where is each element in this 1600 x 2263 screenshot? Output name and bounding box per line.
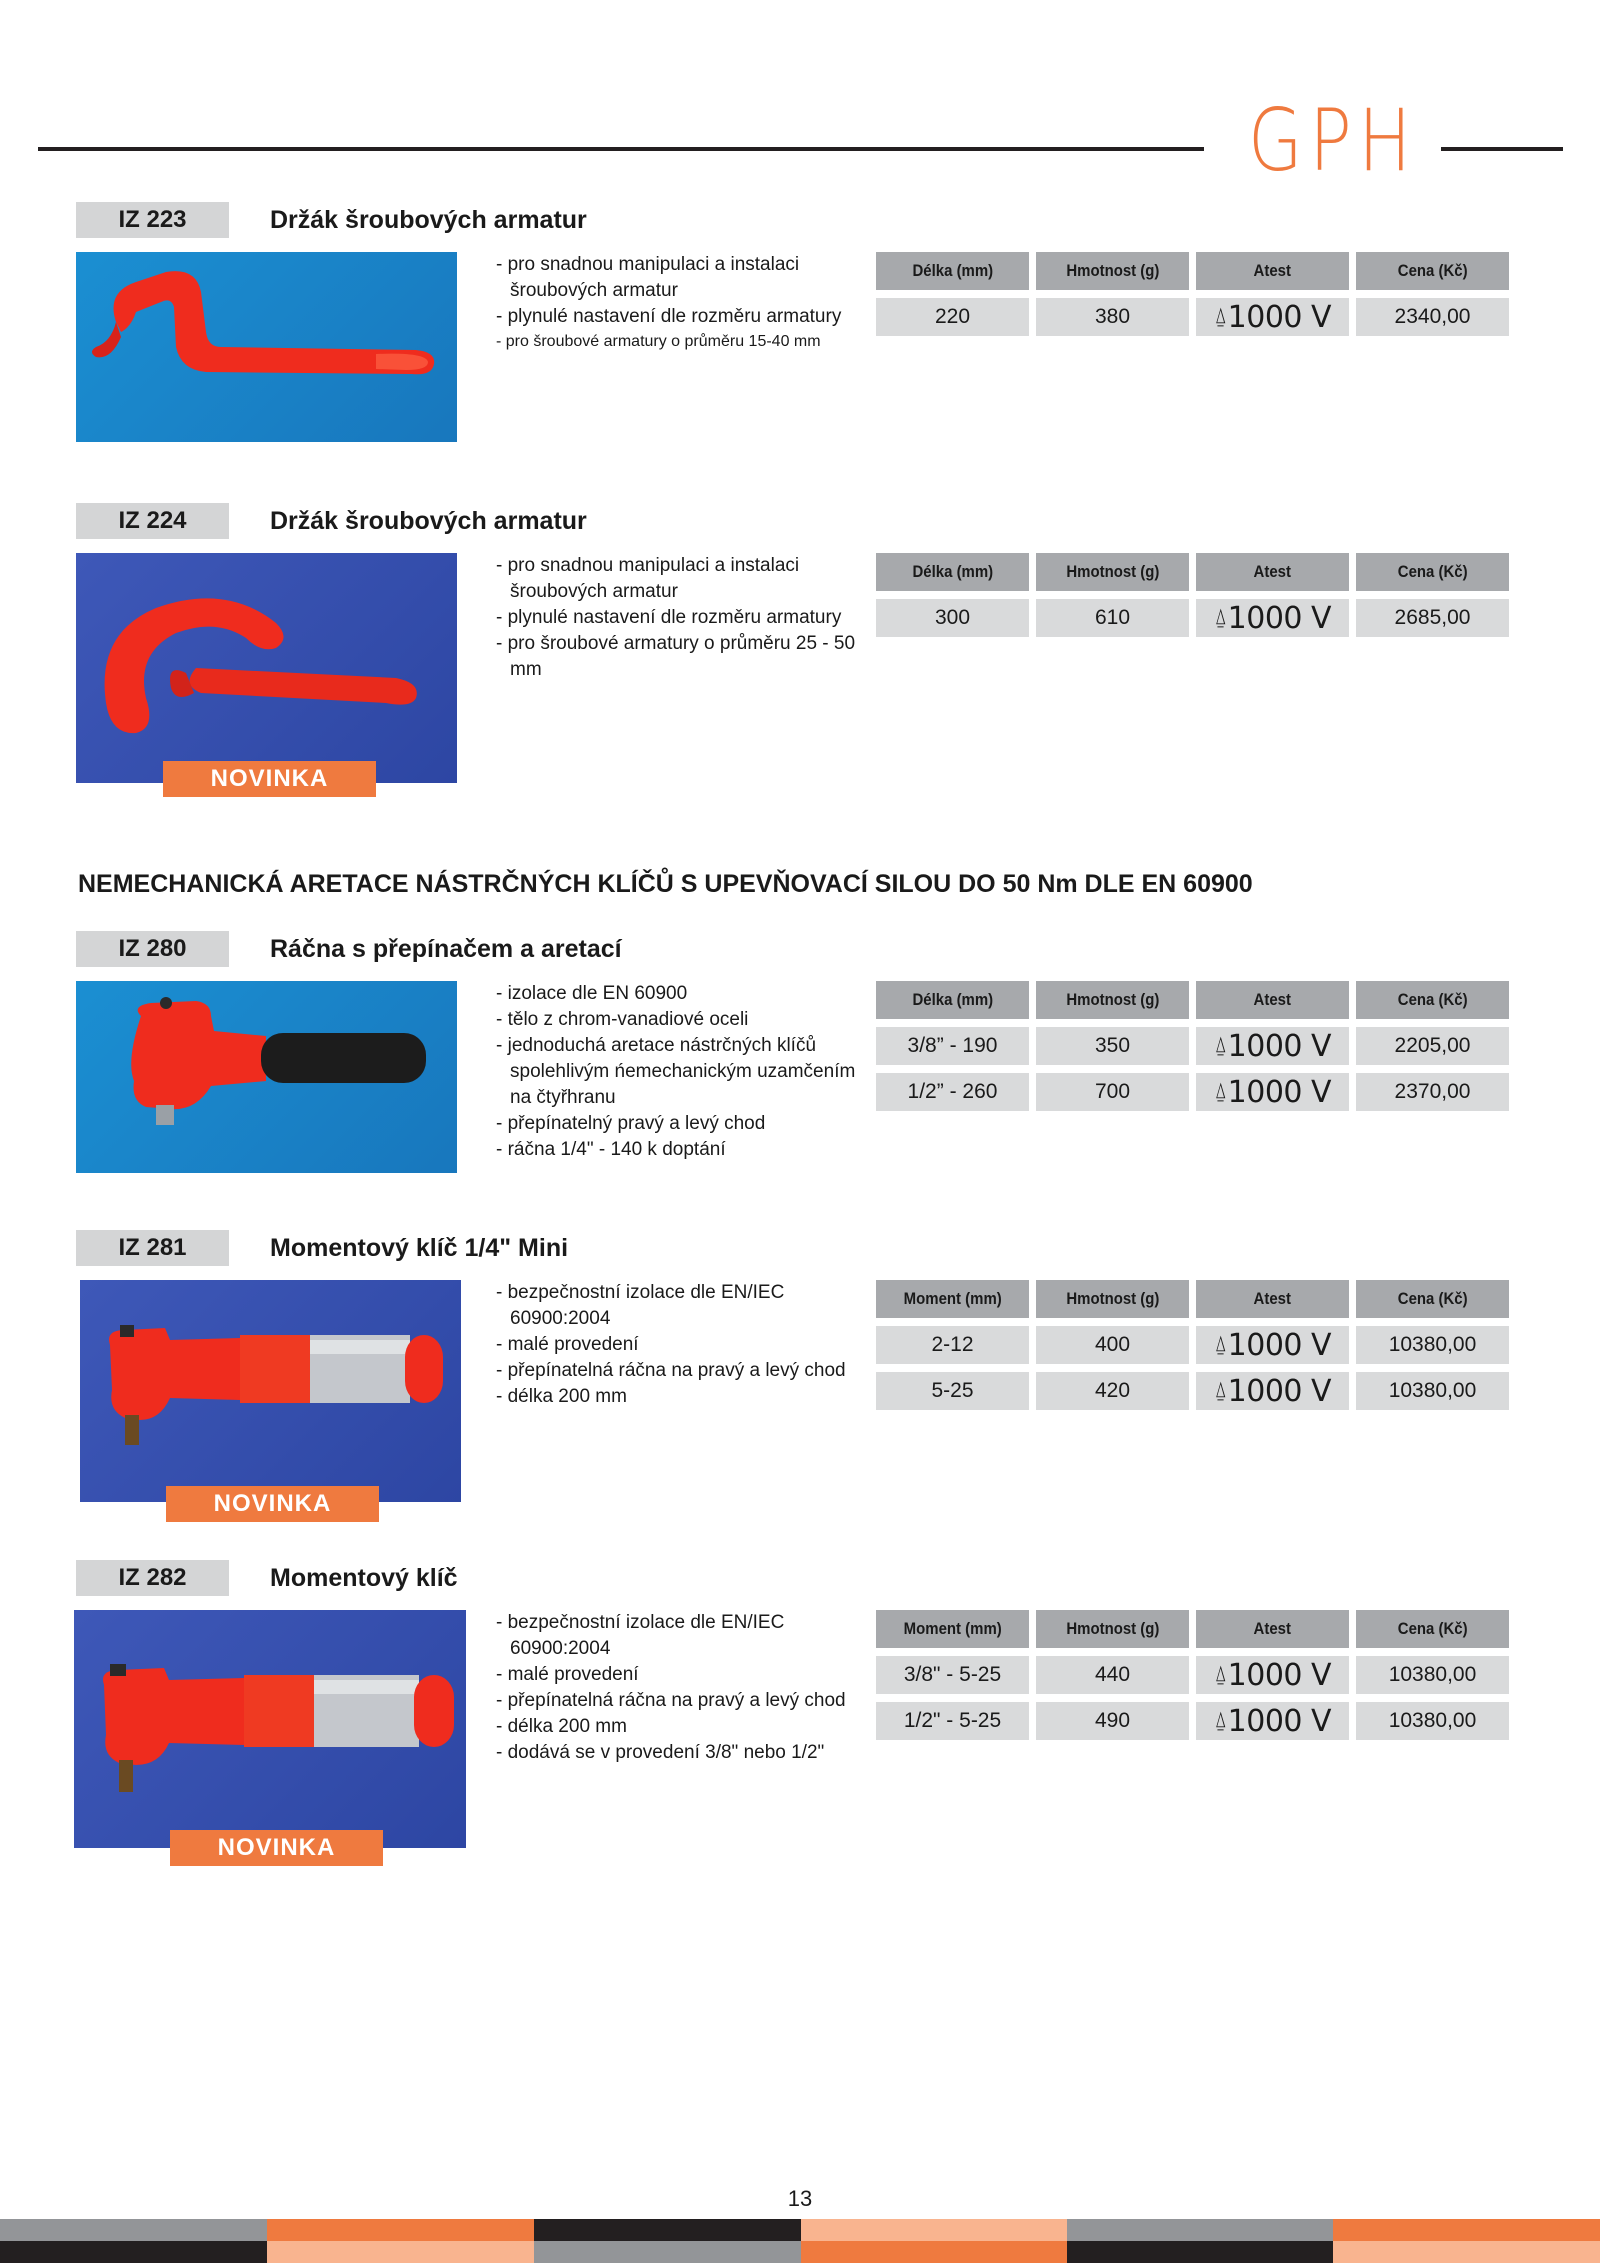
description-item: - malé provedení: [496, 1334, 639, 1355]
header-cell: Moment (mm): [876, 1280, 1029, 1318]
description-item: - přepínatelná ráčna na pravý a levý chod: [496, 1690, 846, 1711]
description-item: - přepínatelný pravý a levý chod: [496, 1113, 766, 1134]
insulation-triangle-icon: ⍙: [1213, 1662, 1227, 1687]
weight-cell: 610: [1036, 599, 1189, 637]
header-cell: Délka (mm): [876, 981, 1029, 1019]
price-cell: 10380,00: [1356, 1656, 1509, 1694]
insulation-triangle-icon: ⍙: [1213, 1708, 1227, 1733]
product-description: [496, 252, 866, 353]
header-rule-right: [1441, 147, 1563, 151]
moment-cell: 1/2" - 5-25: [876, 1702, 1029, 1740]
footer-stripe: [267, 2219, 534, 2241]
header-cell: Hmotnost (g): [1036, 1280, 1189, 1318]
novinka-badge: NOVINKA: [166, 1486, 379, 1522]
product-description: [496, 553, 866, 683]
product-description: [496, 1280, 866, 1410]
brand-logo: GPH: [1248, 91, 1418, 191]
torque-wrench-image: [80, 1280, 461, 1502]
product-code: IZ 224: [76, 503, 229, 539]
header-cell: Hmotnost (g): [1036, 252, 1189, 290]
length-cell: 220: [876, 298, 1029, 336]
product-code: IZ 280: [76, 931, 229, 967]
footer-stripe: [1067, 2219, 1333, 2241]
weight-cell: 420: [1036, 1372, 1189, 1410]
description-item: - bezpečnostní izolace dle EN/IEC 60900:2004: [496, 1282, 785, 1329]
description-item: - bezpečnostní izolace dle EN/IEC 60900:2004: [496, 1612, 785, 1659]
product-photo: [76, 252, 457, 442]
insulation-triangle-icon: ⍙: [1213, 605, 1227, 630]
atest-cell: ⍙1000 V: [1196, 1073, 1349, 1111]
description-item: - pro šroubové armatury o průměru 15-40 mm: [496, 333, 821, 350]
weight-cell: 400: [1036, 1326, 1189, 1364]
footer-stripe: [801, 2241, 1067, 2263]
insulation-triangle-icon: ⍙: [1213, 1332, 1227, 1357]
product-photo: [76, 553, 457, 783]
price-cell: 2370,00: [1356, 1073, 1509, 1111]
weight-cell: 490: [1036, 1702, 1189, 1740]
header-cell: Atest: [1196, 252, 1349, 290]
product-title: Momentový klíč: [270, 1564, 458, 1592]
header-cell: Moment (mm): [876, 1610, 1029, 1648]
price-cell: 10380,00: [1356, 1372, 1509, 1410]
product-description: [496, 981, 866, 1163]
price-cell: 2205,00: [1356, 1027, 1509, 1065]
weight-cell: 700: [1036, 1073, 1189, 1111]
product-title: Momentový klíč 1/4" Mini: [270, 1234, 569, 1262]
product-photo: [80, 1280, 461, 1502]
price-cell: 2340,00: [1356, 298, 1509, 336]
section-heading: NEMECHANICKÁ ARETACE NÁSTRČNÝCH KLÍČŮ S UPEVŇOVACÍ SILOU DO 50 Nm DLE EN 60900: [78, 870, 1253, 898]
atest-cell: ⍙1000 V: [1196, 1027, 1349, 1065]
footer-stripe: [534, 2241, 801, 2263]
atest-cell: ⍙1000 V: [1196, 1702, 1349, 1740]
footer-stripe: [1333, 2219, 1600, 2241]
atest-cell: ⍙1000 V: [1196, 599, 1349, 637]
header-cell: Délka (mm): [876, 553, 1029, 591]
bolt-holder-image: [76, 553, 457, 783]
description-item: - jednoduchá aretace nástrčných klíčů spolehlivým ńemechanickým uzamčením na čtyřhranu: [496, 1035, 856, 1108]
header-cell: Hmotnost (g): [1036, 981, 1189, 1019]
insulation-triangle-icon: ⍙: [1213, 1378, 1227, 1403]
description-item: - délka 200 mm: [496, 1716, 627, 1737]
moment-cell: 2-12: [876, 1326, 1029, 1364]
description-item: - délka 200 mm: [496, 1386, 627, 1407]
footer-stripe: [1067, 2241, 1333, 2263]
bolt-holder-image: [76, 252, 457, 442]
product-title: Ráčna s přepínačem a aretací: [270, 935, 622, 963]
price-cell: 2685,00: [1356, 599, 1509, 637]
header-cell: Hmotnost (g): [1036, 1610, 1189, 1648]
moment-cell: 3/8" - 5-25: [876, 1656, 1029, 1694]
insulation-triangle-icon: ⍙: [1213, 304, 1227, 329]
footer-stripe: [0, 2241, 267, 2263]
product-photo: [76, 981, 457, 1173]
header-cell: Hmotnost (g): [1036, 553, 1189, 591]
description-item: - pro snadnou manipulaci a instalaci šroubových armatur: [496, 254, 800, 301]
atest-cell: ⍙1000 V: [1196, 298, 1349, 336]
header-cell: Délka (mm): [876, 252, 1029, 290]
product-code: IZ 282: [76, 1560, 229, 1596]
page-number: 13: [787, 2186, 813, 2211]
product-title: Držák šroubových armatur: [270, 206, 587, 234]
footer-stripe: [0, 2219, 267, 2241]
torque-wrench-image: [74, 1610, 466, 1848]
description-item: - přepínatelná ráčna na pravý a levý chod: [496, 1360, 846, 1381]
header-cell: Cena (Kč): [1356, 1280, 1509, 1318]
atest-cell: ⍙1000 V: [1196, 1372, 1349, 1410]
description-item: - dodává se v provedení 3/8" nebo 1/2": [496, 1742, 825, 1763]
product-title: Držák šroubových armatur: [270, 507, 587, 535]
length-cell: 1/2” - 260: [876, 1073, 1029, 1111]
footer-stripe: [534, 2219, 801, 2241]
atest-cell: ⍙1000 V: [1196, 1326, 1349, 1364]
novinka-badge: NOVINKA: [163, 761, 376, 797]
moment-cell: 5-25: [876, 1372, 1029, 1410]
header-cell: Atest: [1196, 1280, 1349, 1318]
description-item: - malé provedení: [496, 1664, 639, 1685]
footer-stripe: [1333, 2241, 1600, 2263]
product-photo: [74, 1610, 466, 1848]
price-cell: 10380,00: [1356, 1702, 1509, 1740]
footer-stripe: [267, 2241, 534, 2263]
header-cell: Atest: [1196, 553, 1349, 591]
header-cell: Atest: [1196, 1610, 1349, 1648]
header-rule-left: [38, 147, 1204, 151]
description-item: - ráčna 1/4" - 140 k doptání: [496, 1139, 726, 1160]
weight-cell: 350: [1036, 1027, 1189, 1065]
description-item: - pro šroubové armatury o průměru 25 - 50 mm: [496, 633, 856, 680]
description-item: - pro snadnou manipulaci a instalaci šroubových armatur: [496, 555, 800, 602]
length-cell: 300: [876, 599, 1029, 637]
ratchet-image: [76, 981, 457, 1173]
header-cell: Atest: [1196, 981, 1349, 1019]
atest-cell: ⍙1000 V: [1196, 1656, 1349, 1694]
product-code: IZ 281: [76, 1230, 229, 1266]
insulation-triangle-icon: ⍙: [1213, 1079, 1227, 1104]
description-item: - izolace dle EN 60900: [496, 983, 688, 1004]
description-item: - tělo z chrom-vanadiové oceli: [496, 1009, 749, 1030]
novinka-badge: NOVINKA: [170, 1830, 383, 1866]
footer-stripe: [801, 2219, 1067, 2241]
weight-cell: 440: [1036, 1656, 1189, 1694]
insulation-triangle-icon: ⍙: [1213, 1033, 1227, 1058]
description-item: - plynulé nastavení dle rozměru armatury: [496, 306, 842, 327]
length-cell: 3/8” - 190: [876, 1027, 1029, 1065]
product-description: [496, 1610, 866, 1766]
weight-cell: 380: [1036, 298, 1189, 336]
header-cell: Cena (Kč): [1356, 1610, 1509, 1648]
header-cell: Cena (Kč): [1356, 252, 1509, 290]
price-cell: 10380,00: [1356, 1326, 1509, 1364]
header-cell: Cena (Kč): [1356, 553, 1509, 591]
header-cell: Cena (Kč): [1356, 981, 1509, 1019]
product-code: IZ 223: [76, 202, 229, 238]
description-item: - plynulé nastavení dle rozměru armatury: [496, 607, 842, 628]
